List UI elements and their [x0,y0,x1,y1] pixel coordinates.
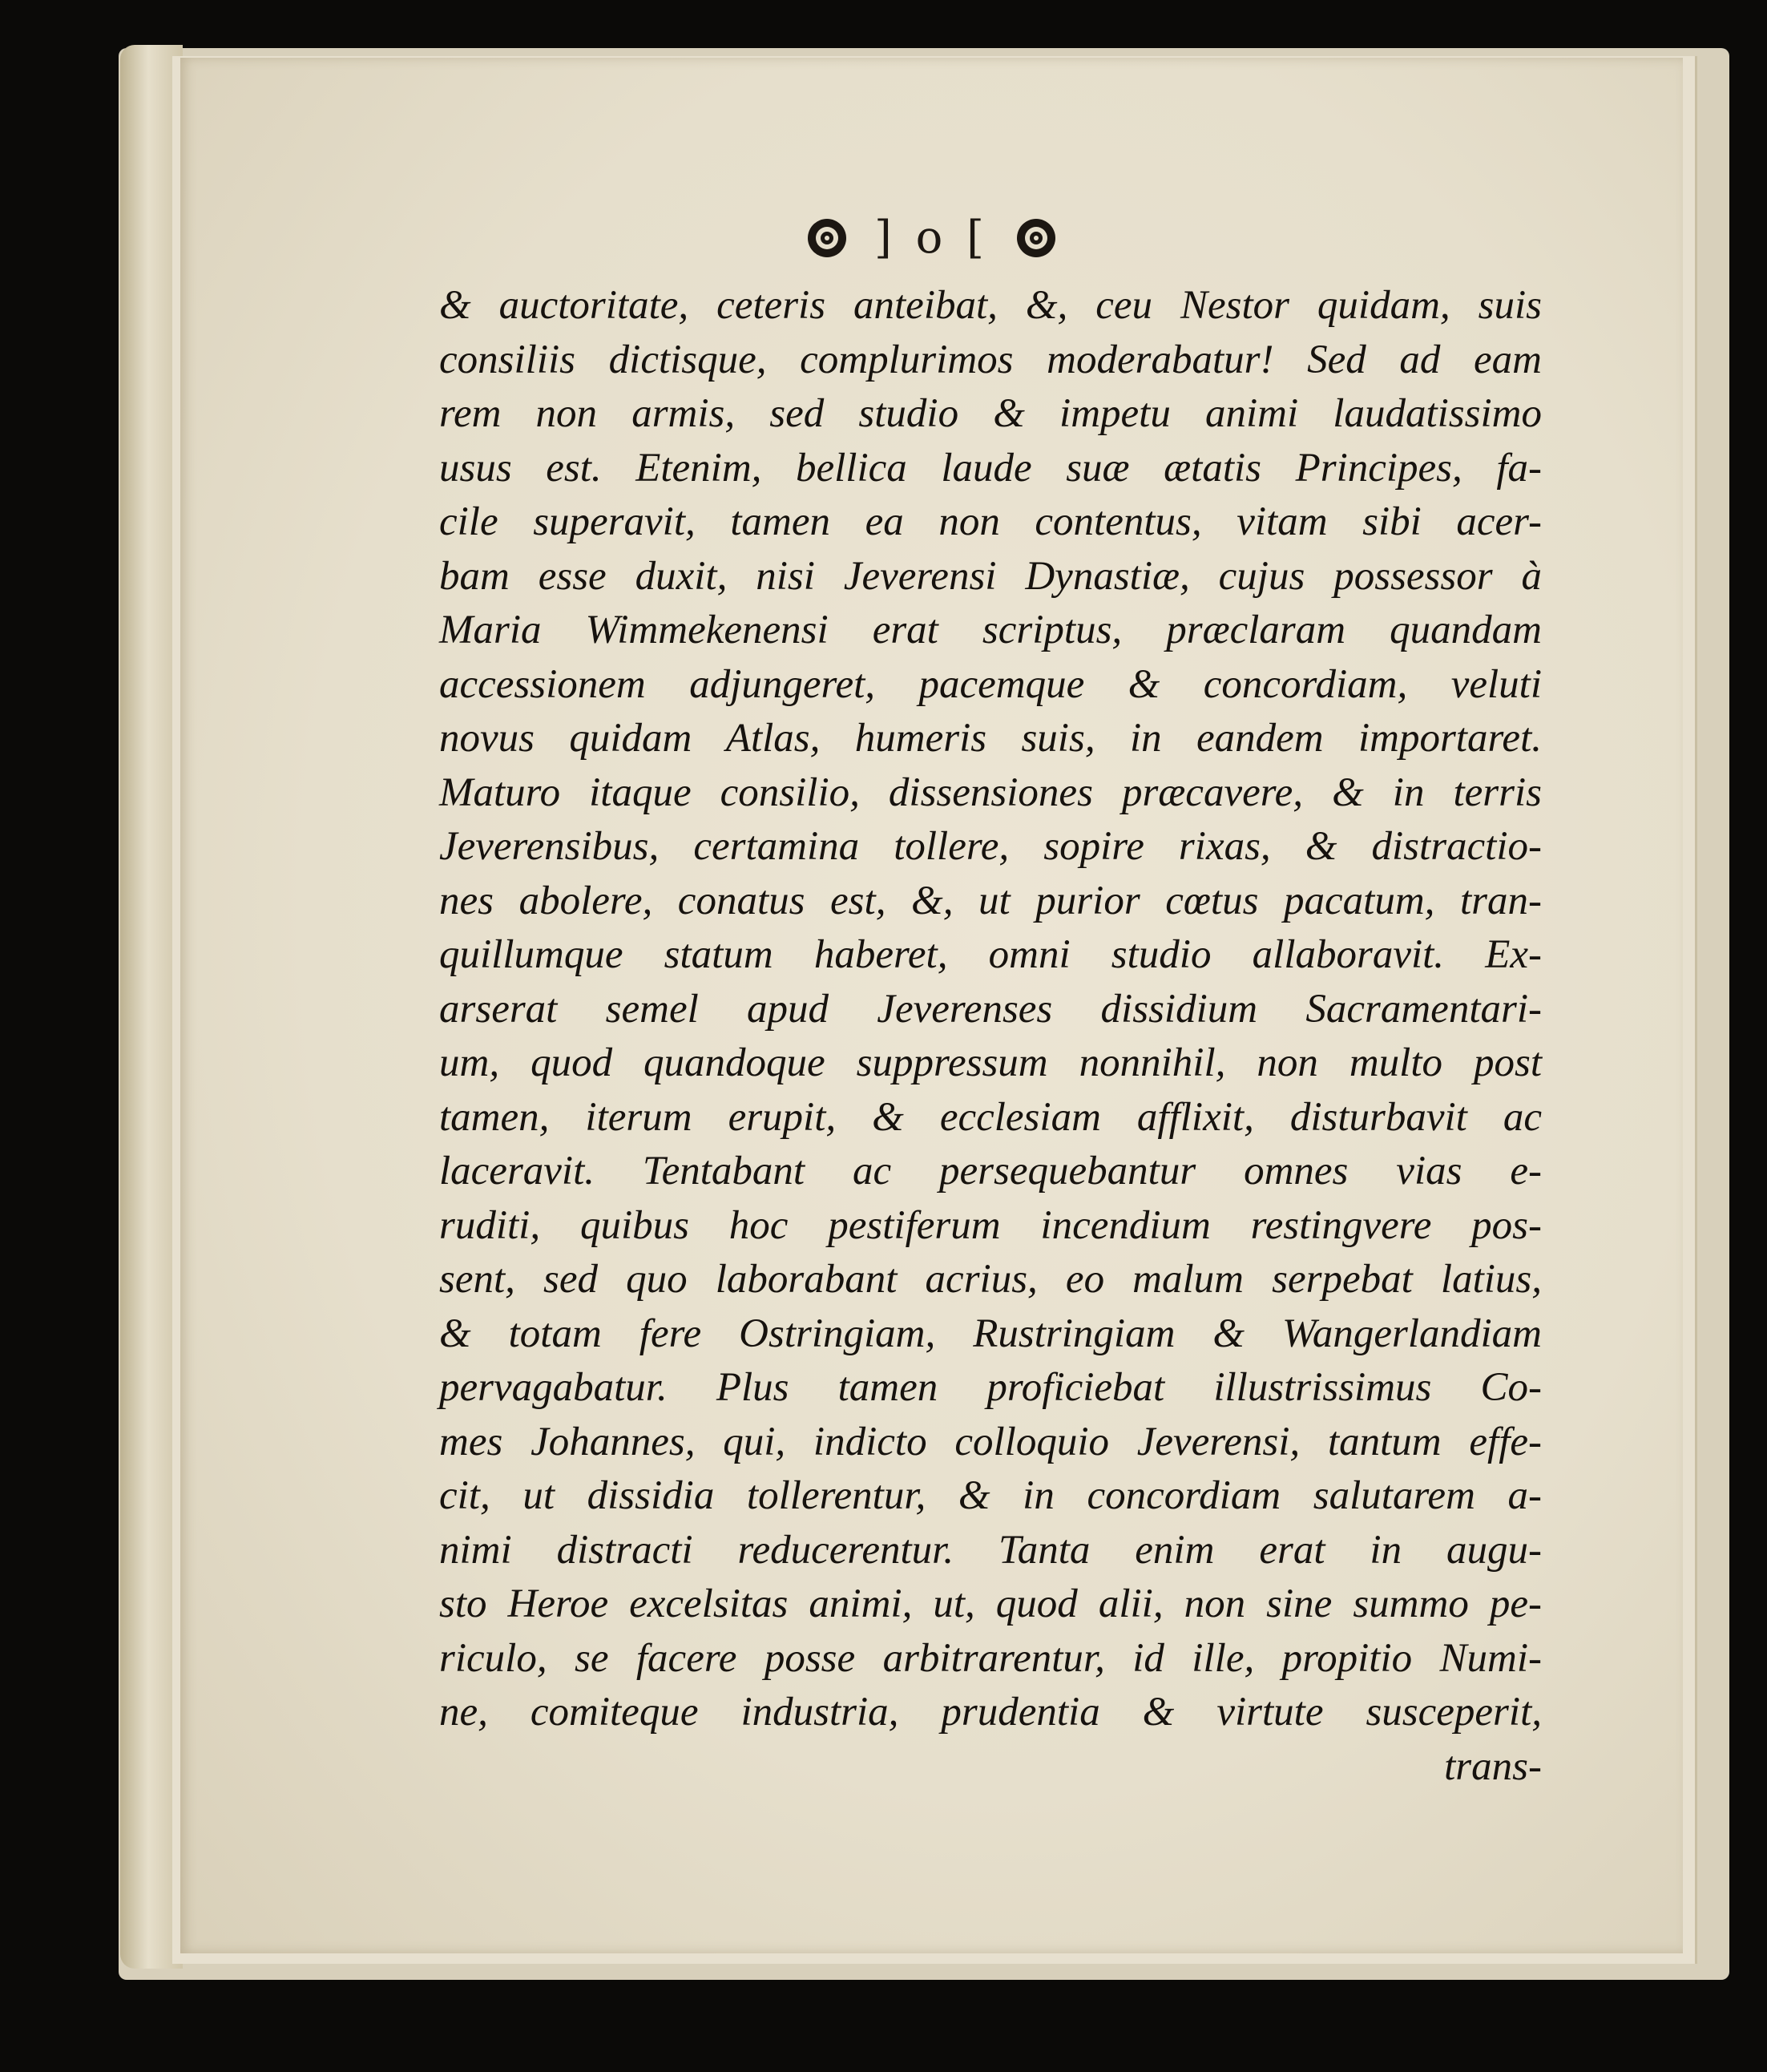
text-line: cit, ut dissidia tollerentur, & in concordiam salutarem a- [439,1473,1542,1518]
text-line: mes Johannes, qui, indicto colloquio Jeverensi, tantum effe- [439,1419,1542,1464]
text-line: nimi distracti reducerentur. Tanta enim erat in augu- [439,1527,1542,1573]
text-line: consiliis dictisque, complurimos moderabatur! Sed ad eam [439,337,1542,382]
flower-ornament-icon [805,216,849,260]
text-line: Jeverensibus, certamina tollere, sopire rixas, & distractio- [439,824,1542,869]
text-line: ne, comiteque industria, prudentia & virtute susceperit, [439,1690,1542,1735]
text-line: laceravit. Tentabant ac persequebantur omnes vias e- [439,1149,1542,1194]
text-line: bam esse duxit, nisi Jeverensi Dynastiæ, cujus possessor à [439,553,1542,599]
text-line: & auctoritate, ceteris anteibat, &, ceu Nestor quidam, suis [439,283,1542,328]
text-line: Maturo itaque consilio, dissensiones præcavere, & in terris [439,769,1542,815]
text-line: accessionem adjungeret, pacemque & concordiam, veluti [439,661,1542,707]
text-line: ruditi, quibus hoc pestiferum incendium restingvere pos- [439,1202,1542,1248]
text-line: arserat semel apud Jeverenses dissidium Sacramentari- [439,986,1542,1032]
catchword: trans- [1444,1743,1542,1789]
page-number-mark: ] o [ [873,212,989,264]
text-line: cile superavit, tamen ea non contentus, vitam sibi acer- [439,499,1542,544]
text-line: quillumque statum haberet, omni studio allaboravit. Ex- [439,932,1542,977]
text-line: rem non armis, sed studio & impetu animi laudatissimo [439,391,1542,436]
text-line: sent, sed quo laborabant acrius, eo malum serpebat latius, [439,1257,1542,1302]
text-line: um, quod quandoque suppressum nonnihil, non multo post [439,1040,1542,1085]
text-line: novus quidam Atlas, humeris suis, in eandem importaret. [439,716,1542,761]
page-header [180,208,1683,264]
text-line: Maria Wimmekenensi erat scriptus, præclaram quandam [439,608,1542,652]
text-line: nes abolere, conatus est, &, ut purior cœtus pacatum, tran- [439,878,1542,923]
text-line: usus est. Etenim, bellica laude suæ ætatis Principes, fa- [439,445,1542,491]
text-line: pervagabatur. Plus tamen proficiebat illustrissimus Co- [439,1365,1542,1410]
text-line: & totam fere Ostringiam, Rustringiam & Wangerlandiam [439,1311,1542,1356]
body-text [439,279,1542,1794]
text-line: tamen, iterum erupit, & ecclesiam afflixit, disturbavit ac [439,1094,1542,1140]
flower-ornament-icon [1015,216,1058,260]
text-line: riculo, se facere posse arbitrarentur, id ille, propitio Numi- [439,1635,1542,1681]
text-line: sto Heroe excelsitas animi, ut, quod alii, non sine summo pe- [439,1581,1542,1626]
